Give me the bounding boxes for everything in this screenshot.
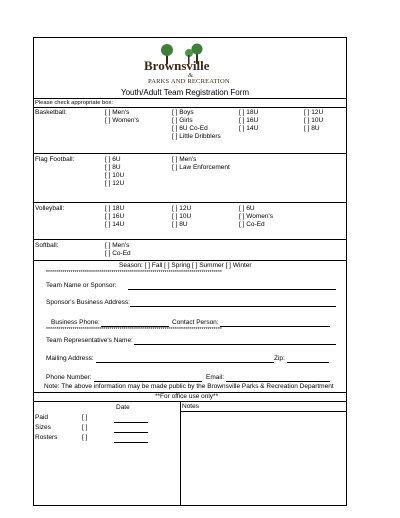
- checkbox-option[interactable]: [ ] 12U: [304, 109, 324, 116]
- zip-label: Zip:: [274, 355, 285, 362]
- checkbox-option[interactable]: [ ] 18U: [105, 205, 125, 212]
- checkbox-option[interactable]: [ ] 10U: [304, 117, 324, 124]
- basketball-label: Basketball:: [35, 109, 67, 116]
- divider: [34, 260, 346, 261]
- volleyball-options-col2: [172, 205, 191, 229]
- divider: [34, 401, 346, 402]
- rosters-date-field[interactable]: [114, 442, 148, 443]
- team-name-label: Team Name or Sponsor:: [46, 282, 117, 289]
- zip-field[interactable]: [287, 362, 329, 363]
- checkbox-option[interactable]: [ ] 16U: [239, 117, 259, 124]
- disclosure-note: Note: The above information may be made public by the Brownsville Parks & Recreation Department: [44, 383, 334, 390]
- sponsor-address-field[interactable]: [130, 306, 336, 307]
- logo-subtitle: PARKS AND RECREATION: [148, 78, 230, 85]
- checkbox-option[interactable]: [ ] 6U Co-Ed: [172, 125, 208, 132]
- checkbox-option[interactable]: [ ] 12U: [172, 205, 192, 212]
- logo-ampersand: &: [188, 72, 194, 79]
- checkbox-option[interactable]: [ ] Women's: [105, 117, 139, 124]
- sponsor-address-label: Sponsor's Business Address:: [46, 299, 130, 306]
- flag-football-options-col1: [105, 156, 124, 188]
- checkbox-option[interactable]: [ ] 12U: [105, 180, 125, 187]
- office-row-label: Sizes: [35, 424, 51, 431]
- divider: [34, 98, 346, 99]
- notes-field[interactable]: [180, 411, 346, 505]
- checkbox-option[interactable]: [ ] 18U: [239, 109, 259, 116]
- divider: [34, 107, 346, 108]
- contact-person-label: Contact Person:: [172, 319, 219, 326]
- business-phone-label: Business Phone:: [51, 319, 100, 326]
- registration-form: [33, 37, 347, 506]
- softball-label: Softball:: [35, 242, 59, 249]
- checkbox-option[interactable]: [ ] 6U: [239, 205, 255, 212]
- flag-football-label: Flag Football:: [35, 156, 75, 163]
- checkbox-option[interactable]: [ ] Law Enforcement: [172, 164, 230, 171]
- notes-header: Notes: [182, 403, 199, 410]
- volleyball-label: Volleyball:: [35, 205, 65, 212]
- checkbox-option[interactable]: [ ] Men's: [172, 156, 197, 163]
- divider: [34, 202, 346, 203]
- office-row-label: Paid: [35, 414, 49, 421]
- basketball-options-col2: [172, 109, 221, 141]
- team-rep-field[interactable]: [134, 344, 336, 345]
- paid-checkbox[interactable]: [ ]: [82, 414, 88, 421]
- team-name-field[interactable]: [128, 289, 336, 290]
- checkbox-option[interactable]: [ ] Men's: [105, 242, 130, 249]
- date-header: Date: [116, 404, 130, 411]
- logo-name: Brownsville: [144, 58, 210, 73]
- checkbox-option[interactable]: [ ] 8U: [105, 164, 121, 171]
- email-field[interactable]: [226, 381, 330, 382]
- checkbox-option[interactable]: [ ] Men's: [105, 109, 130, 116]
- form-title: Youth/Adult Team Registration Form: [121, 88, 250, 97]
- office-row-label: Rosters: [35, 434, 58, 441]
- sizes-date-field[interactable]: [114, 432, 148, 433]
- basketball-options-col4: [304, 109, 323, 133]
- paid-date-field[interactable]: [114, 422, 148, 423]
- softball-options-col1: [105, 242, 131, 258]
- checkbox-option[interactable]: [ ] 10U: [105, 172, 125, 179]
- checkbox-option[interactable]: [ ] 16U: [105, 213, 125, 220]
- flag-football-options-col2: [172, 156, 230, 172]
- checkbox-option[interactable]: [ ] 6U: [105, 156, 121, 163]
- mailing-address-label: Mailing Address:: [46, 355, 94, 362]
- star-separator: **************************************************************************************: [46, 270, 222, 276]
- divider: [34, 153, 346, 154]
- team-rep-label: Team Representative's Name:: [46, 337, 133, 344]
- checkbox-option[interactable]: [ ] Little Dribblers: [172, 133, 221, 140]
- volleyball-options-col1: [105, 205, 124, 229]
- checkbox-option[interactable]: [ ] 8U: [304, 125, 320, 132]
- sizes-checkbox[interactable]: [ ]: [82, 424, 88, 431]
- instruction-text: Please check appropriate box:: [35, 100, 113, 106]
- season-options[interactable]: Season: [ ] Fall [ ] Spring [ ] Summer [ ] Winter: [119, 262, 252, 269]
- checkbox-option[interactable]: [ ] Co-Ed: [105, 250, 131, 257]
- star-separator: **************************************************************************************: [46, 327, 222, 333]
- checkbox-option[interactable]: [ ] 8U: [172, 221, 188, 228]
- phone-number-field[interactable]: [94, 381, 202, 382]
- basketball-options-col3: [239, 109, 258, 133]
- basketball-options-col1: [105, 109, 139, 125]
- checkbox-option[interactable]: [ ] Co-Ed: [239, 221, 265, 228]
- email-label: Email:: [206, 374, 225, 381]
- checkbox-option[interactable]: [ ] 14U: [105, 221, 125, 228]
- checkbox-option[interactable]: [ ] Boys: [172, 109, 194, 116]
- rosters-checkbox[interactable]: [ ]: [82, 434, 88, 441]
- divider: [34, 239, 346, 240]
- checkbox-option[interactable]: [ ] 10U: [172, 213, 192, 220]
- volleyball-options-col3: [239, 205, 273, 229]
- office-use-label: **For office use only**: [155, 393, 219, 400]
- checkbox-option[interactable]: [ ] Girls: [172, 117, 193, 124]
- checkbox-option[interactable]: [ ] Women's: [239, 213, 273, 220]
- checkbox-option[interactable]: [ ] 14U: [239, 125, 259, 132]
- phone-number-label: Phone Number:: [46, 374, 92, 381]
- mailing-address-field[interactable]: [96, 362, 274, 363]
